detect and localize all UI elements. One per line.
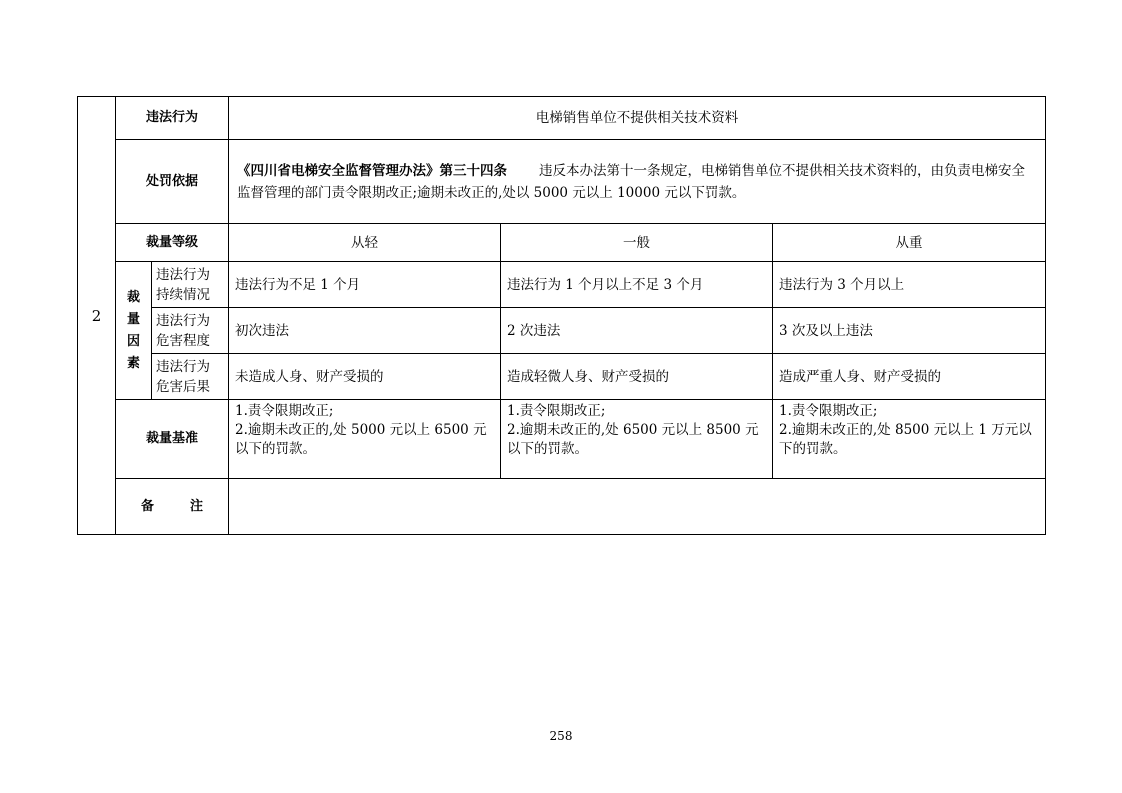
standard-row — [78, 400, 1046, 479]
level-normal: 一般 — [501, 224, 773, 262]
factor-label-line: 违法行为 — [156, 358, 210, 375]
standard-line: 2.逾期未改正的,处 8500 元以上 1 万元以下的罚款。 — [779, 422, 1032, 457]
factor-heavy: 违法行为 3 个月以上 — [773, 262, 1046, 308]
factor-heavy: 3 次及以上违法 — [773, 308, 1046, 354]
standard-line: 1.责令限期改正; — [235, 403, 334, 419]
basis-law-title: 《四川省电梯安全监督管理办法》第三十四条 — [237, 162, 508, 179]
levels-label: 裁量等级 — [116, 224, 229, 262]
factor-heavy: 造成严重人身、财产受损的 — [773, 354, 1046, 400]
factors-group-char: 素 — [126, 355, 140, 371]
remark-content — [229, 479, 1046, 535]
factor-normal: 造成轻微人身、财产受损的 — [501, 354, 773, 400]
factors-group-char: 裁 — [126, 289, 140, 305]
factor-row — [78, 262, 1046, 308]
standard-line: 1.责令限期改正; — [779, 403, 878, 419]
basis-label: 处罚依据 — [116, 140, 229, 224]
factors-group-char: 因 — [126, 333, 140, 349]
factor-light: 未造成人身、财产受损的 — [229, 354, 501, 400]
remark-label — [116, 479, 229, 535]
violation-row — [78, 97, 1046, 140]
factor-label — [152, 354, 229, 400]
standard-normal — [501, 400, 773, 479]
factor-label — [152, 308, 229, 354]
factor-row — [78, 308, 1046, 354]
page-number: 258 — [549, 729, 573, 743]
remark-row — [78, 479, 1046, 535]
factor-normal: 2 次违法 — [501, 308, 773, 354]
basis-text: 违反本办法第十一条规定，电梯销售单位不提供相关技术资料的，由负责电梯安全监督管理的部门责令限期改正;逾期未改正的,处以 5000 元以上 10000 元以下罚款。 — [237, 162, 1026, 201]
factor-label-line: 危害后果 — [156, 378, 210, 395]
penalty-discretion-table — [77, 96, 1046, 535]
factor-label — [152, 262, 229, 308]
standard-line: 2.逾期未改正的,处 6500 元以上 8500 元以下的罚款。 — [507, 422, 759, 457]
item-number: 2 — [78, 97, 116, 535]
basis-row — [78, 140, 1046, 224]
violation-text: 电梯销售单位不提供相关技术资料 — [229, 97, 1046, 140]
factor-normal: 违法行为 1 个月以上不足 3 个月 — [501, 262, 773, 308]
standard-line: 2.逾期未改正的,处 5000 元以上 6500 元以下的罚款。 — [235, 422, 487, 457]
factor-light: 初次违法 — [229, 308, 501, 354]
factor-label-line: 危害程度 — [156, 332, 210, 349]
factor-light: 违法行为不足 1 个月 — [229, 262, 501, 308]
factor-label-line: 持续情况 — [156, 286, 210, 303]
standard-line: 1.责令限期改正; — [507, 403, 606, 419]
levels-row — [78, 224, 1046, 262]
factors-group-char: 量 — [126, 311, 140, 327]
standard-label: 裁量基准 — [116, 400, 229, 479]
factor-row — [78, 354, 1046, 400]
factor-label-line: 违法行为 — [156, 266, 210, 283]
basis-content — [229, 140, 1046, 224]
factor-label-line: 违法行为 — [156, 312, 210, 329]
violation-label: 违法行为 — [116, 97, 229, 140]
factors-group-label — [116, 262, 152, 400]
level-heavy: 从重 — [773, 224, 1046, 262]
remark-label-char: 备 — [140, 498, 154, 514]
remark-label-char: 注 — [190, 498, 204, 514]
standard-heavy — [773, 400, 1046, 479]
standard-light — [229, 400, 501, 479]
level-light: 从轻 — [229, 224, 501, 262]
